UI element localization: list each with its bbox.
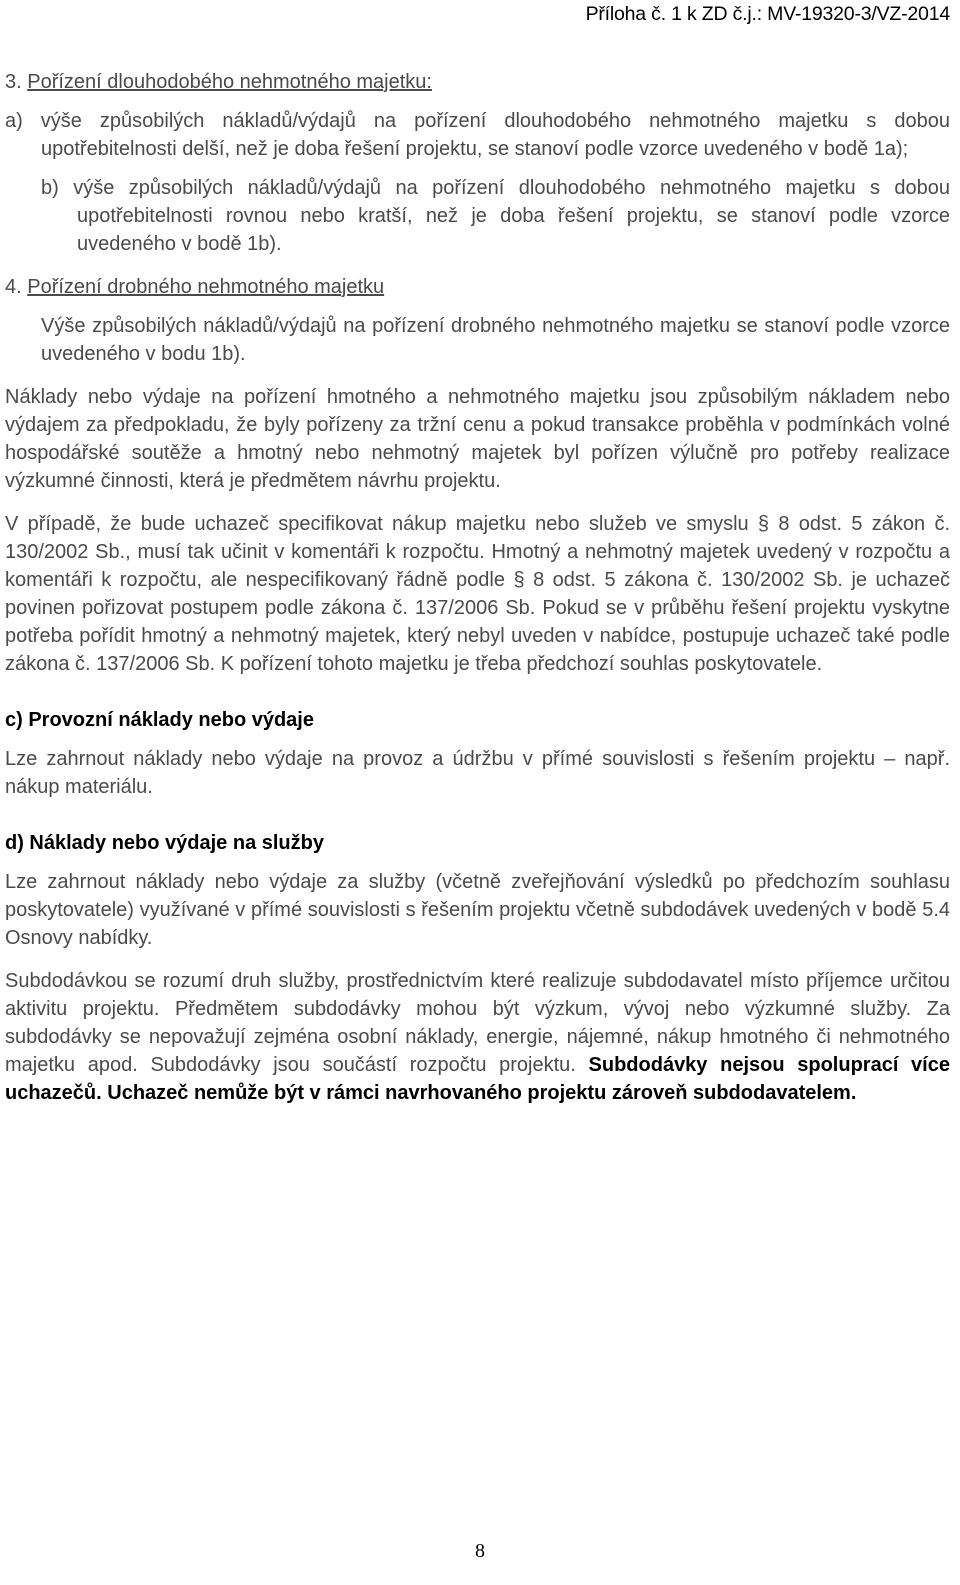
section-3-number: 3. [5, 71, 22, 93]
section-c-heading: c) Provozní náklady nebo výdaje [5, 709, 314, 731]
section-3-heading: Pořízení dlouhodobého nehmotného majetku: [27, 71, 432, 93]
section-d-heading: d) Náklady nebo výdaje na služby [5, 832, 324, 854]
item-a-label: a) [5, 110, 23, 132]
document-reference: Příloha č. 1 k ZD č.j.: MV-19320-3/VZ-2014 [585, 3, 950, 25]
item-a-text: výše způsobilých nákladů/výdajů na pořízení dlouhodobého nehmotného majetku s dobou upotřebitelnosti delší, než je doba řešení projektu, se stanoví podle vzorce uvedeného v bodě 1a); [40, 110, 950, 160]
subdelivery-text: Subdodávkou se rozumí druh služby, prostřednictvím které realizuje subdodavatel místo příjemce určitou aktivitu projektu. Předmětem subdodávky mohou být výzkum, vývoj nebo výzkumné služby. Za subdodávky se nepovažují zejména osobní náklady, energie, nájemné, nákup hmotného či nehmotného majetku apod. Subdodávky jsou součástí rozpočtu projektu. [5, 970, 950, 1076]
page-number: 8 [475, 1540, 485, 1562]
paragraph-specification: V případě, že bude uchazeč specifikovat nákup majetku nebo služeb ve smyslu § 8 odst. 5 zákon č. 130/2002 Sb., musí tak učinit v komentáři k rozpočtu. Hmotný a nehmotný majetek uvedený v rozpočtu a komentáři k rozpočtu, ale nespecifikovaný řádně podle § 8 odst. 5 zákona č. 130/2002 Sb. je uchazeč povinen pořizovat postupem podle zákona č. 137/2006 Sb. Pokud se v průběhu řešení projektu vyskytne potřeba pořídit hmotný a nehmotný majetek, který nebyl uveden v nabídce, postupuje uchazeč také podle zákona č. 137/2006 Sb. K pořízení tohoto majetku je třeba předchozí souhlas poskytovatele. [5, 513, 950, 675]
item-b-label: b) [41, 177, 59, 199]
section-d-text: Lze zahrnout náklady nebo výdaje za služby (včetně zveřejňování výsledků po předchozím souhlasu poskytovatele) využívané v přímé souvislosti s řešením projektu včetně subdodávek uvedených v bodě 5.4 Osnovy nabídky. [5, 871, 950, 949]
paragraph-costs: Náklady nebo výdaje na pořízení hmotného a nehmotného majetku jsou způsobilým nákladem nebo výdajem za předpokladu, že byly pořízeny za tržní cenu a pokud transakce proběhla v podmínkách volné hospodářské soutěže a hmotný nebo nehmotný majetek byl pořízen výlučně pro potřeby realizace výzkumné činnosti, která je předmětem návrhu projektu. [5, 386, 950, 492]
section-4-title [5, 273, 950, 301]
item-a [5, 107, 950, 163]
section-4-number: 4. [5, 276, 22, 298]
subdelivery-bold-note: Subdodávky nejsou spoluprací více uchazečů. Uchazeč nemůže být v rámci navrhovaného projektu zároveň subdodavatelem. [5, 1054, 950, 1104]
item-b-text: výše způsobilých nákladů/výdajů na pořízení dlouhodobého nehmotného majetku s dobou upotřebitelnosti rovnou nebo kratší, než je doba řešení projektu, se stanoví podle vzorce uvedeného v bodě 1b). [73, 177, 950, 255]
document-body [5, 68, 950, 1107]
item-b [41, 174, 950, 258]
section-c-text: Lze zahrnout náklady nebo výdaje na provoz a údržbu v přímé souvislosti s řešením projektu – např. nákup materiálu. [5, 748, 950, 798]
section-4-heading: Pořízení drobného nehmotného majetku [27, 276, 385, 298]
subdelivery-paragraph [5, 967, 950, 1107]
section-4-text: Výše způsobilých nákladů/výdajů na pořízení drobného nehmotného majetku se stanoví podle vzorce uvedeného v bodu 1b). [41, 315, 950, 365]
section-3-title [5, 68, 950, 96]
